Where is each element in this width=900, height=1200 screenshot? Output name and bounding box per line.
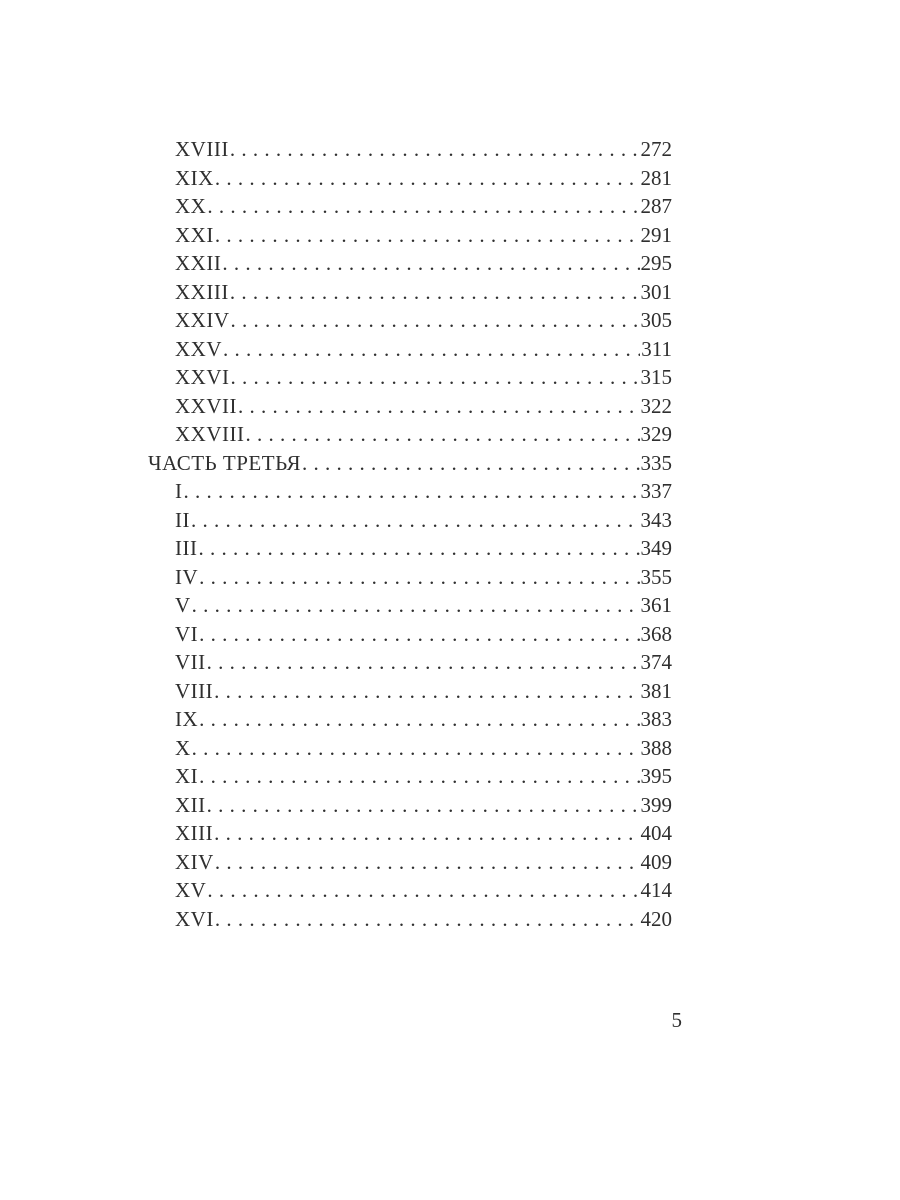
toc-leader-dots [207, 793, 640, 818]
toc-entry [148, 137, 672, 166]
toc-leader-dots [192, 593, 640, 618]
toc-entry-label: XV [175, 878, 207, 902]
toc-leader-dots [230, 280, 640, 305]
toc-entry-label: III [175, 536, 198, 560]
toc-entry-label: XVI [175, 906, 214, 931]
toc-entry-page: 368 [640, 621, 672, 646]
toc-entry-label: XXVI [175, 365, 230, 389]
toc-entry-label: X [175, 735, 191, 760]
toc-entry [148, 821, 672, 850]
toc-entry [148, 850, 672, 879]
toc-entry [148, 508, 672, 537]
toc-leader-dots [231, 308, 640, 333]
toc-leader-dots [238, 394, 640, 419]
toc-entry-page: 281 [640, 165, 672, 190]
toc-entry-label: XXV [175, 336, 222, 361]
toc-leader-dots [302, 451, 639, 476]
toc-leader-dots [222, 251, 639, 276]
toc-entry-label: XX [175, 194, 207, 218]
toc-leader-dots [207, 194, 639, 219]
toc-entry-page: 355 [640, 564, 672, 589]
toc-leader-dots [198, 536, 639, 561]
toc-entry [148, 707, 672, 736]
toc-entry-label: IV [175, 564, 199, 589]
toc-entry-page: 337 [640, 479, 672, 503]
toc-entry [148, 878, 672, 907]
toc-entry [148, 907, 672, 936]
toc-leader-dots [215, 907, 640, 932]
toc-entry [148, 251, 672, 280]
toc-entry [148, 736, 672, 765]
toc-entry-page: 295 [640, 251, 672, 275]
toc-entry [148, 793, 672, 822]
toc-leader-dots [214, 821, 639, 846]
toc-leader-dots [215, 850, 640, 875]
toc-entry-page: 349 [640, 536, 672, 560]
toc-entry-page: 291 [640, 222, 672, 247]
toc-leader-dots [231, 365, 640, 390]
toc-entry-label: XIII [175, 821, 214, 845]
toc-entry-label: XXVII [175, 393, 237, 418]
toc-entry-page: 272 [640, 137, 672, 161]
toc-entry [148, 422, 672, 451]
toc-entry-page: 305 [640, 308, 672, 332]
toc-entry-label: I [175, 479, 183, 503]
toc-entry-label: XXVIII [175, 422, 245, 446]
toc-entry [148, 223, 672, 252]
toc-entry-label: XXIII [175, 279, 229, 304]
toc-entry [148, 622, 672, 651]
toc-entry [148, 536, 672, 565]
toc-leader-dots [230, 137, 640, 162]
toc-entry-label: VI [175, 621, 199, 646]
toc-leader-dots [199, 622, 639, 647]
toc-entry-page: 329 [640, 422, 672, 446]
toc-entry [148, 593, 672, 622]
toc-leader-dots [207, 878, 639, 903]
toc-leader-dots [215, 166, 640, 191]
toc-entry-label: XII [175, 792, 206, 817]
toc-entry-page: 361 [640, 593, 672, 617]
toc-entry-page: 395 [640, 764, 672, 788]
toc-entry [148, 365, 672, 394]
toc-leader-dots [199, 565, 639, 590]
toc-entry-label: VIII [175, 678, 214, 703]
toc-entry-page: 374 [640, 650, 672, 674]
toc-entry [148, 280, 672, 309]
toc-entry-page: 343 [640, 507, 672, 532]
toc-leader-dots [199, 707, 639, 732]
toc-entry-page: 414 [640, 878, 672, 902]
toc-leader-dots [215, 223, 640, 248]
table-of-contents [148, 137, 672, 935]
toc-entry-label: XXI [175, 222, 214, 247]
toc-entry-label: VII [175, 650, 206, 674]
toc-entry-label: XXII [175, 251, 222, 275]
toc-entry-page: 315 [640, 365, 672, 389]
toc-entry-page: 399 [640, 792, 672, 817]
toc-entry [148, 394, 672, 423]
toc-leader-dots [199, 764, 639, 789]
toc-entry-page: 388 [640, 735, 672, 760]
toc-entry-page: 381 [640, 678, 672, 703]
toc-entry-page: 404 [640, 821, 672, 845]
toc-entry-label: XIV [175, 849, 214, 874]
toc-entry-label: XI [175, 764, 199, 788]
toc-entry [148, 565, 672, 594]
toc-entry-page: 311 [641, 336, 672, 361]
toc-entry-page: 322 [640, 393, 672, 418]
toc-entry-page: 301 [640, 279, 672, 304]
page-number-folio: 5 [671, 1008, 682, 1032]
toc-entry [148, 679, 672, 708]
toc-leader-dots [207, 650, 640, 675]
toc-entry [148, 337, 672, 366]
toc-entry-page: 383 [640, 707, 672, 731]
toc-leader-dots [184, 479, 640, 504]
toc-entry-label: ЧАСТЬ ТРЕТЬЯ [148, 450, 302, 475]
toc-leader-dots [223, 337, 640, 362]
toc-entry-page: 287 [640, 194, 672, 218]
toc-leader-dots [191, 508, 640, 533]
toc-leader-dots [214, 679, 639, 704]
toc-leader-dots [192, 736, 640, 761]
toc-entry [148, 479, 672, 508]
toc-entry [148, 308, 672, 337]
toc-entry-page: 409 [640, 849, 672, 874]
toc-entry [148, 194, 672, 223]
toc-entry-page: 420 [640, 906, 672, 931]
toc-entry [148, 764, 672, 793]
toc-entry [148, 650, 672, 679]
toc-leader-dots [245, 422, 639, 447]
toc-entry-page: 335 [640, 450, 672, 475]
toc-entry [148, 451, 672, 480]
toc-entry-label: XVIII [175, 137, 229, 161]
toc-entry-label: IX [175, 707, 199, 731]
toc-entry-label: XIX [175, 165, 214, 190]
toc-entry-label: II [175, 507, 190, 532]
toc-entry-label: XXIV [175, 308, 230, 332]
toc-entry [148, 166, 672, 195]
toc-entry-label: V [175, 593, 191, 617]
